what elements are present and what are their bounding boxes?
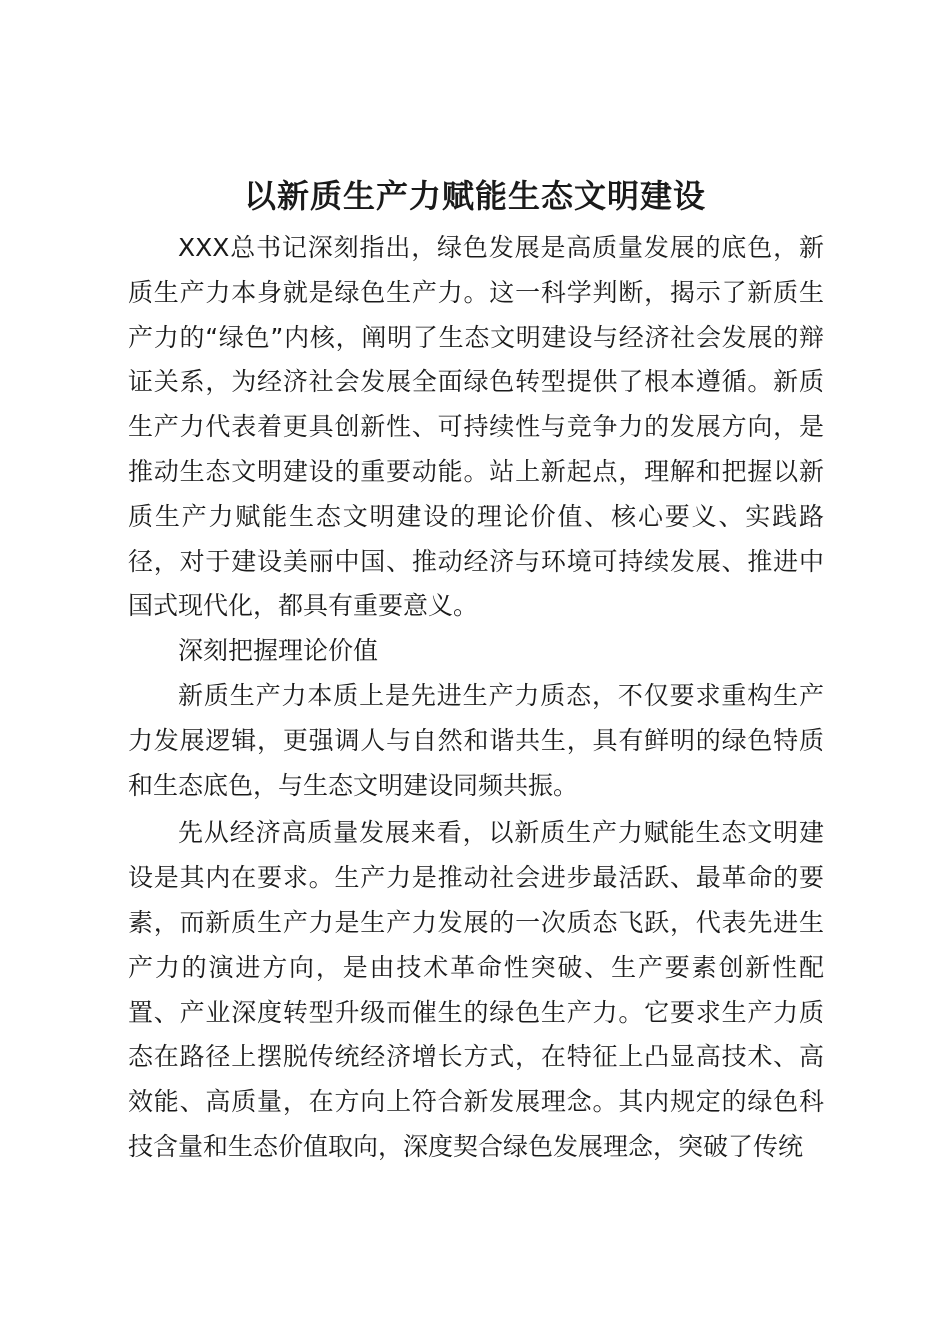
section-heading: 深刻把握理论价值 — [178, 636, 379, 666]
body-paragraph-2: 先从经济高质量发展来看，以新质生产力赋能生态文明建设是其内在要求。生产力是推动社会进步最活跃、最革命的要素，而新质生产力是生产力发展的一次质态飞跃，代表先进生产力的演进方向，是由技术革命性突破、生产要素创新性配置、产业深度转型升级而催生的绿色生产力。它要求生产力质态在路径上摆脱传统经济增长方式，在特征上凸显高技术、高效能、高质量，在方向上符合新发展理念。其内规定的绿色科技含量和生态价值取向，深度契合绿色发展理念，突破了传统 — [128, 818, 824, 1161]
document-title: 以新质生产力赋能生态文明建设 — [243, 177, 706, 215]
intro-paragraph: XXX总书记深刻指出，绿色发展是高质量发展的底色，新质生产力本身就是绿色生产力。这一科学判断，揭示了新质生产力的“绿色”内核，阐明了生态文明建设与经济社会发展的辩证关系，为经济社会发展全面绿色转型提供了根本遵循。新质生产力代表着更具创新性、可持续性与竞争力的发展方向，是推动生态文明建设的重要动能。站上新起点，理解和把握以新质生产力赋能生态文明建设的理论价值、核心要义、实践路径，对于建设美丽中国、推动经济与环境可持续发展、推进中国式现代化，都具有重要意义。 — [128, 233, 824, 621]
body-paragraph-1: 新质生产力本质上是先进生产力质态，不仅要求重构生产力发展逻辑，更强调人与自然和谐共生，具有鲜明的绿色特质和生态底色，与生态文明建设同频共振。 — [128, 680, 824, 800]
document-body — [128, 226, 824, 1170]
